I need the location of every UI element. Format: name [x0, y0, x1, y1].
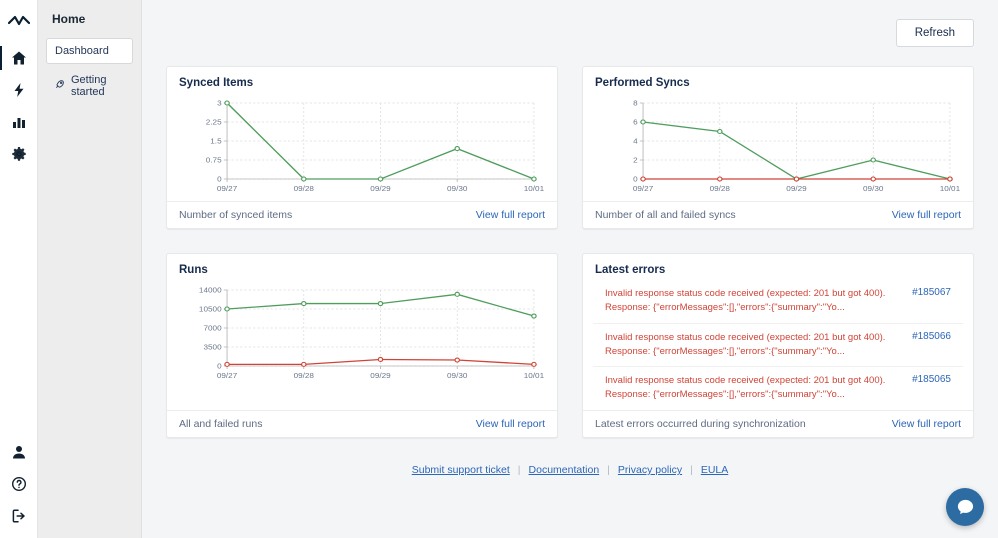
- card-latest-errors: [582, 253, 974, 438]
- footer-separator: |: [607, 464, 610, 476]
- runs-line-chart: [177, 280, 547, 388]
- sidebar-item-label: Getting started: [71, 74, 107, 98]
- card-footer-text: Number of synced items: [179, 209, 293, 221]
- rail-help[interactable]: [0, 468, 38, 500]
- svg-text:09/30: 09/30: [447, 371, 468, 380]
- footer-link[interactable]: Submit support ticket: [411, 464, 510, 476]
- app-logo-icon[interactable]: [0, 8, 38, 38]
- footer-link[interactable]: EULA: [700, 464, 729, 476]
- rail-settings[interactable]: [0, 138, 38, 170]
- error-row: [593, 366, 963, 410]
- rail-account[interactable]: [0, 436, 38, 468]
- svg-text:6: 6: [633, 117, 638, 127]
- svg-text:09/27: 09/27: [632, 184, 654, 193]
- svg-text:8: 8: [633, 98, 638, 108]
- card-footer-text: Latest errors occurred during synchronization: [595, 417, 806, 430]
- errors-list: [583, 280, 973, 410]
- view-full-report-link[interactable]: View full report: [475, 209, 545, 221]
- synced-items-line-chart: [177, 93, 547, 201]
- card-footer-text: Number of all and failed syncs: [595, 209, 736, 221]
- svg-text:0: 0: [633, 174, 638, 184]
- svg-text:7000: 7000: [203, 323, 222, 333]
- svg-text:0: 0: [217, 174, 222, 184]
- chart-synced-items: [167, 93, 557, 201]
- card-performed-syncs: [582, 66, 974, 229]
- error-id-link[interactable]: #185066: [912, 330, 951, 342]
- rail-reports[interactable]: [0, 106, 38, 138]
- chart-runs: [167, 280, 557, 410]
- dashboard-grid: [142, 66, 998, 438]
- main-content: [142, 0, 998, 538]
- card-footer: [583, 201, 973, 228]
- svg-text:3: 3: [217, 98, 222, 108]
- rocket-icon: [54, 79, 65, 93]
- svg-text:09/29: 09/29: [370, 184, 391, 193]
- view-full-report-link[interactable]: View full report: [475, 417, 545, 430]
- card-footer-text: All and failed runs: [179, 417, 263, 430]
- rail-bottom-group: [0, 436, 38, 532]
- error-message: Invalid response status code received (expected: 201 but got 400). Response: {"errorMessages":[],"errors":{"summary":"Yo...: [605, 288, 886, 314]
- svg-text:09/29: 09/29: [370, 371, 391, 380]
- svg-text:09/28: 09/28: [293, 184, 314, 193]
- svg-text:2: 2: [633, 155, 638, 165]
- sidebar-title: Home: [52, 12, 86, 26]
- card-footer: [583, 410, 973, 437]
- svg-text:14000: 14000: [198, 285, 222, 295]
- svg-text:09/28: 09/28: [709, 184, 730, 193]
- view-full-report-link[interactable]: View full report: [891, 417, 961, 430]
- refresh-button[interactable]: Refresh: [896, 19, 974, 47]
- sidebar-item-dashboard[interactable]: [46, 38, 133, 64]
- svg-text:10500: 10500: [198, 304, 222, 314]
- svg-text:10/01: 10/01: [523, 184, 545, 193]
- svg-text:09/29: 09/29: [786, 184, 807, 193]
- footer-link[interactable]: Documentation: [528, 464, 600, 476]
- svg-text:0: 0: [217, 361, 222, 371]
- card-title: Runs: [179, 264, 208, 276]
- performed-syncs-line-chart: [593, 93, 963, 201]
- chart-performed-syncs: [583, 93, 973, 201]
- svg-text:09/27: 09/27: [216, 184, 238, 193]
- footer-links: [142, 464, 998, 476]
- error-row: [593, 323, 963, 367]
- secondary-sidebar: [38, 0, 142, 538]
- svg-text:10/01: 10/01: [523, 371, 545, 380]
- footer-link[interactable]: Privacy policy: [617, 464, 683, 476]
- view-full-report-link[interactable]: View full report: [891, 209, 961, 221]
- svg-text:09/28: 09/28: [293, 371, 314, 380]
- error-row: [593, 280, 963, 323]
- footer-separator: |: [690, 464, 693, 476]
- error-id-link[interactable]: #185065: [912, 374, 951, 385]
- rail-home[interactable]: [0, 42, 38, 74]
- footer-separator: |: [517, 464, 521, 476]
- toolbar: [142, 0, 998, 66]
- rail-activity[interactable]: [0, 74, 38, 106]
- svg-text:09/27: 09/27: [216, 371, 238, 380]
- error-message: Invalid response status code received (expected: 201 but got 400). Response: {"errorMessages":[],"errors":{"summary":"Yo...: [605, 331, 886, 357]
- rail-logout[interactable]: [0, 500, 38, 532]
- error-id-link[interactable]: #185067: [912, 287, 951, 298]
- card-footer: [167, 201, 557, 228]
- chat-icon[interactable]: [946, 488, 984, 526]
- svg-text:0.75: 0.75: [205, 155, 222, 165]
- svg-text:1.5: 1.5: [210, 136, 222, 146]
- svg-text:10/01: 10/01: [939, 184, 961, 193]
- svg-text:4: 4: [633, 136, 638, 146]
- card-runs: [166, 253, 558, 438]
- card-title: Performed Syncs: [595, 77, 690, 89]
- icon-rail: [0, 0, 38, 538]
- error-message: Invalid response status code received (expected: 201 but got 400). Response: {"errorMessages":[],"errors":{"summary":"Yo...: [605, 375, 886, 401]
- card-title: Synced Items: [179, 77, 254, 89]
- card-footer: [167, 410, 557, 437]
- sidebar-item-getting-started[interactable]: [46, 68, 133, 104]
- svg-text:2.25: 2.25: [205, 117, 222, 127]
- svg-text:09/30: 09/30: [447, 184, 468, 193]
- sidebar-item-label: Dashboard: [55, 45, 109, 57]
- card-synced-items: [166, 66, 558, 229]
- card-title: Latest errors: [595, 264, 666, 276]
- svg-text:09/30: 09/30: [863, 184, 884, 193]
- svg-text:3500: 3500: [203, 342, 222, 352]
